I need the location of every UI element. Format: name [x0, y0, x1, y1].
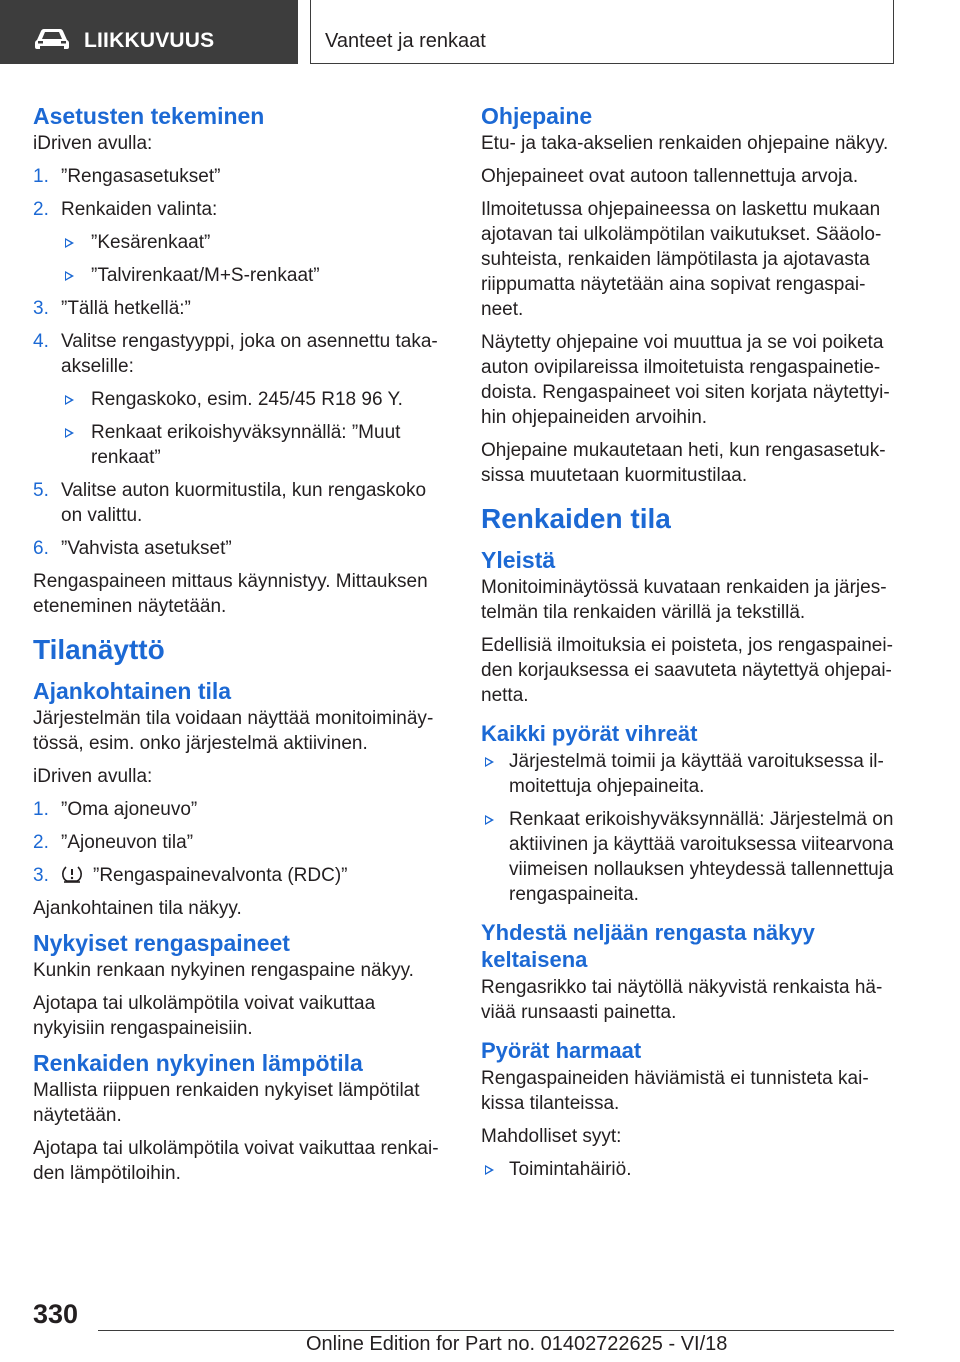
target-text-3: Ilmoitetussa ohjepaineessa on laskettu mukaan ajotavan tai ulkolämpötilan vaikutukset. Sääolosuhteista, renkaiden lämpötilasta ja ajotavasta riippumatta näytetään aina sopivat rengaspaineet.	[481, 199, 882, 320]
settings-steps	[33, 164, 449, 561]
heading-tire-temperature: Renkaiden nykyinen lämpötila	[33, 1050, 363, 1076]
causes-list	[481, 1157, 895, 1182]
grey-text-2: Mahdolliset syyt:	[481, 1126, 622, 1147]
temp-text-1: Mallista riippuen renkaiden nykyiset lämpötilat näytetään.	[33, 1080, 420, 1126]
heading-current-status: Ajankohtainen tila	[33, 678, 232, 704]
right-column	[481, 102, 895, 1190]
heading-general: Yleistä	[481, 547, 556, 573]
idrive-intro-2: iDriven avulla:	[33, 766, 153, 787]
heading-all-green: Kaikki pyörät vihreät	[481, 721, 698, 746]
bullet-triangle-icon	[65, 428, 74, 438]
step-item: 5. Valitse auton kuormitustila, kun rengaskoko on valittu.	[33, 480, 427, 526]
chapter-header	[310, 0, 894, 64]
target-text-4: Näytetty ohjepaine voi muuttua ja se voi poiketa auton ovipilareissa ilmoitetuista rengaspainetiedoista. Rengaspaineet voi siten korjata näytettyihin ohjepaineiden arvoihin.	[481, 332, 890, 428]
sub-item: Rengaskoko, esim. 245/45 R18 96 Y.	[61, 387, 449, 412]
measure-text: Rengaspaineen mittaus käynnistyy. Mittauksen eteneminen näytetään.	[33, 571, 428, 617]
heading-status-display: Tilanäyttö	[33, 634, 165, 665]
tire-pressure-warning-icon	[61, 865, 83, 883]
target-text-5: Ohjepaine mukautetaan heti, kun rengasasetuksissa muutetaan kuormitustilaa.	[481, 440, 886, 486]
step-item: 3. ”Tällä hetkellä:”	[33, 298, 191, 319]
general-text-2: Edellisiä ilmoituksia ei poisteta, jos rengaspaineiden korjauksessa ei saavuteta näytettyä ohjepainetta.	[481, 635, 893, 706]
step-item: 1. ”Oma ajoneuvo”	[33, 799, 198, 820]
section-label: LIIKKUVUUS	[84, 29, 215, 52]
step-item: 4. Valitse rengastyyppi, joka on asennettu taka-akselille: Rengaskoko, esim. 245/45 R18 96 Y. Renkaat erikoishyväksynnällä: ”Muut renkaat”	[33, 329, 449, 470]
general-text-1: Monitoiminäytössä kuvataan renkaiden ja järjestelmän tila renkaiden värillä ja tekstillä.	[481, 577, 887, 623]
sub-item: ”Talvirenkaat/M+S-renkaat”	[61, 263, 449, 288]
list-item: Toimintahäiriö.	[481, 1157, 895, 1182]
sub-item: Renkaat erikoishyväksynnällä: ”Muut renkaat”	[61, 420, 449, 470]
bullet-triangle-icon	[485, 1165, 494, 1175]
edition-footer: Online Edition for Part no. 01402722625 - VI/18	[306, 1333, 728, 1355]
section-header	[0, 0, 298, 64]
step-item: 6. ”Vahvista asetukset”	[33, 538, 232, 559]
heading-settings: Asetusten tekeminen	[33, 103, 265, 129]
bullet-triangle-icon	[485, 815, 494, 825]
list-item: Renkaat erikoishyväksynnällä: Järjestelmä on aktiivinen ja käyttää varoituksessa viitearvona viimeisen nollauksen yhteydessä tallennettuja rengaspaineita.	[481, 807, 895, 907]
green-list	[481, 749, 895, 907]
idrive-intro: iDriven avulla:	[33, 133, 153, 154]
heading-tire-status: Renkaiden tila	[481, 503, 671, 534]
tire-type-options	[61, 230, 449, 288]
page-number: 330	[33, 1299, 79, 1329]
bullet-triangle-icon	[65, 395, 74, 405]
heading-yellow: Yhdestä neljään rengasta näkyy keltaisena	[481, 920, 815, 972]
status-steps	[33, 797, 449, 888]
grey-text-1: Rengaspaineiden häviämistä ei tunnisteta kaikissa tilanteissa.	[481, 1068, 869, 1114]
yellow-text: Rengasrikko tai näytöllä näkyvistä renkaista häviää runsaasti painetta.	[481, 977, 883, 1023]
heading-target-pressure: Ohjepaine	[481, 103, 593, 129]
bullet-triangle-icon	[65, 238, 74, 248]
sub-item: ”Kesärenkaat”	[61, 230, 449, 255]
tire-size-options	[61, 387, 449, 470]
list-item: Järjestelmä toimii ja käyttää varoituksessa ilmoitettuja ohjepaineita.	[481, 749, 895, 799]
footer-divider	[98, 1330, 894, 1331]
left-column	[33, 102, 449, 1194]
pressures-text-2: Ajotapa tai ulkolämpötila voivat vaikuttaa nykyisiin rengaspaineisiin.	[33, 993, 376, 1039]
bullet-triangle-icon	[485, 757, 494, 767]
step-item: 3. ”Rengaspainevalvonta (RDC)”	[33, 865, 348, 886]
pressures-text-1: Kunkin renkaan nykyinen rengaspaine näkyy.	[33, 960, 414, 981]
step-item: 2. Renkaiden valinta: ”Kesärenkaat” ”Talvirenkaat/M+S-renkaat”	[33, 197, 449, 288]
temp-text-2: Ajotapa tai ulkolämpötila voivat vaikuttaa renkaiden lämpötiloihin.	[33, 1138, 439, 1184]
target-text-1: Etu- ja taka-akselien renkaiden ohjepaine näkyy.	[481, 133, 889, 154]
step-item: 2. ”Ajoneuvon tila”	[33, 832, 194, 853]
chapter-title: Vanteet ja renkaat	[325, 30, 486, 52]
target-text-2: Ohjepaineet ovat autoon tallennettuja arvoja.	[481, 166, 859, 187]
step-item: 1. ”Rengasasetukset”	[33, 166, 221, 187]
car-icon	[34, 28, 70, 50]
current-status-text: Järjestelmän tila voidaan näyttää monitoiminäytössä, esim. onko järjestelmä aktiivinen.	[33, 708, 434, 754]
current-status-shown: Ajankohtainen tila näkyy.	[33, 898, 242, 919]
bullet-triangle-icon	[65, 271, 74, 281]
heading-current-pressures: Nykyiset rengaspaineet	[33, 930, 290, 956]
heading-grey: Pyörät harmaat	[481, 1038, 642, 1063]
